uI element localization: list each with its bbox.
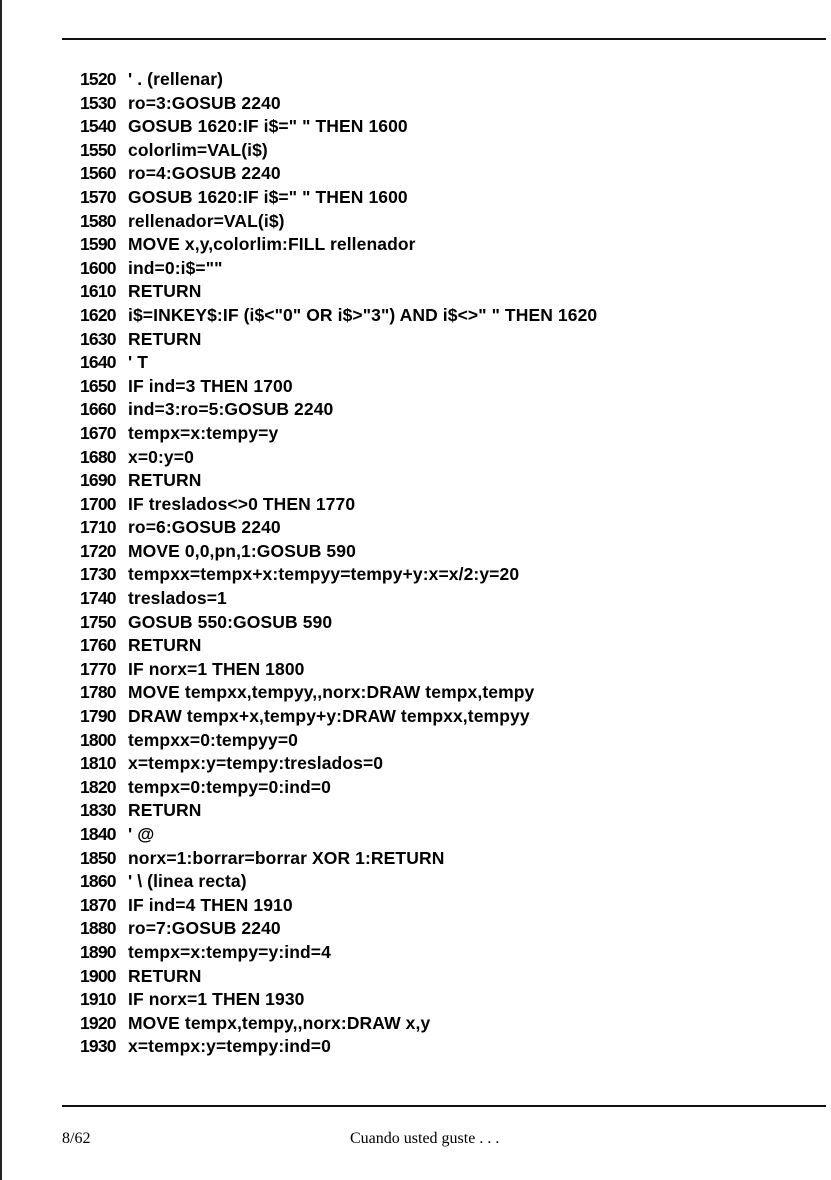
code-line xyxy=(80,493,597,517)
code-line xyxy=(80,681,597,705)
header-rule xyxy=(62,38,826,40)
line-number: 1710 xyxy=(80,517,116,538)
line-number: 1580 xyxy=(80,210,116,231)
line-code: x=0:y=0 xyxy=(128,446,194,467)
line-code: tempxx=tempx+x:tempyy=tempy+y:x=x/2:y=20 xyxy=(128,564,520,585)
code-line xyxy=(80,776,597,800)
line-code: IF treslados<>0 THEN 1770 xyxy=(128,493,356,514)
code-line xyxy=(80,847,597,871)
code-line xyxy=(80,1035,597,1059)
running-title: Cuando usted guste . . . xyxy=(350,1130,500,1147)
line-number: 1560 xyxy=(80,163,116,184)
line-code: tempx=x:tempy=y:ind=4 xyxy=(128,941,331,962)
line-number: 1700 xyxy=(80,493,116,514)
line-code: ro=7:GOSUB 2240 xyxy=(128,918,281,939)
code-line xyxy=(80,587,597,611)
page-edge xyxy=(0,0,2,1180)
code-line xyxy=(80,68,597,92)
code-line xyxy=(80,422,597,446)
code-line xyxy=(80,894,597,918)
line-number: 1890 xyxy=(80,941,116,962)
line-number: 1820 xyxy=(80,776,116,797)
line-code: ' \ (linea recta) xyxy=(128,871,247,892)
page-number: 8/62 xyxy=(62,1130,91,1147)
line-code: MOVE tempxx,tempyy,,norx:DRAW tempx,tempy xyxy=(128,682,535,703)
line-number: 1860 xyxy=(80,871,116,892)
code-line xyxy=(80,563,597,587)
line-code: ' T xyxy=(128,352,149,373)
line-number: 1930 xyxy=(80,1036,116,1057)
line-code: ind=3:ro=5:GOSUB 2240 xyxy=(128,399,334,420)
line-code: ro=6:GOSUB 2240 xyxy=(128,517,281,538)
code-line xyxy=(80,965,597,989)
line-number: 1790 xyxy=(80,706,116,727)
line-number: 1590 xyxy=(80,234,116,255)
line-code: tempxx=0:tempyy=0 xyxy=(128,729,298,750)
line-code: ro=4:GOSUB 2240 xyxy=(128,163,281,184)
line-number: 1680 xyxy=(80,446,116,467)
line-number: 1610 xyxy=(80,281,116,302)
code-line xyxy=(80,115,597,139)
line-number: 1660 xyxy=(80,399,116,420)
line-code: IF ind=4 THEN 1910 xyxy=(128,894,293,915)
line-number: 1780 xyxy=(80,682,116,703)
code-line xyxy=(80,328,597,352)
line-number: 1760 xyxy=(80,635,116,656)
line-code: DRAW tempx+x,tempy+y:DRAW tempxx,tempyy xyxy=(128,706,530,727)
code-line xyxy=(80,540,597,564)
code-line xyxy=(80,398,597,422)
line-code: RETURN xyxy=(128,635,202,656)
line-number: 1720 xyxy=(80,540,116,561)
code-line xyxy=(80,799,597,823)
line-number: 1800 xyxy=(80,729,116,750)
line-code: ' @ xyxy=(128,824,155,844)
line-code: ro=3:GOSUB 2240 xyxy=(128,92,281,113)
line-code: colorlim=VAL(i$) xyxy=(128,139,268,160)
code-line xyxy=(80,210,597,234)
code-line xyxy=(80,729,597,753)
line-code: IF norx=1 THEN 1930 xyxy=(128,989,305,1010)
code-listing xyxy=(80,68,597,1059)
line-code: ' . (rellenar) xyxy=(128,69,224,89)
line-number: 1570 xyxy=(80,186,116,207)
line-number: 1670 xyxy=(80,422,116,443)
line-code: RETURN xyxy=(128,470,202,491)
code-line xyxy=(80,988,597,1012)
line-code: IF ind=3 THEN 1700 xyxy=(128,375,293,396)
line-code: MOVE 0,0,pn,1:GOSUB 590 xyxy=(128,540,356,561)
line-number: 1530 xyxy=(80,92,116,113)
line-number: 1770 xyxy=(80,658,116,679)
code-line xyxy=(80,233,597,257)
code-line xyxy=(80,516,597,540)
line-code: norx=1:borrar=borrar XOR 1:RETURN xyxy=(128,847,445,868)
code-line xyxy=(80,186,597,210)
line-code: RETURN xyxy=(128,281,202,302)
code-line xyxy=(80,823,597,847)
code-line xyxy=(80,375,597,399)
footer-rule xyxy=(62,1105,826,1107)
line-number: 1920 xyxy=(80,1012,116,1033)
code-line xyxy=(80,611,597,635)
line-number: 1830 xyxy=(80,800,116,821)
line-number: 1640 xyxy=(80,352,116,373)
line-number: 1730 xyxy=(80,564,116,585)
code-line xyxy=(80,257,597,281)
line-number: 1520 xyxy=(80,69,116,89)
line-code: treslados=1 xyxy=(128,588,227,609)
line-number: 1750 xyxy=(80,611,116,632)
line-number: 1650 xyxy=(80,375,116,396)
line-number: 1620 xyxy=(80,304,116,325)
code-line xyxy=(80,304,597,328)
line-code: x=tempx:y=tempy:treslados=0 xyxy=(128,753,384,774)
line-code: tempx=0:tempy=0:ind=0 xyxy=(128,776,331,797)
code-line xyxy=(80,705,597,729)
line-code: MOVE tempx,tempy,,norx:DRAW x,y xyxy=(128,1012,431,1033)
line-number: 1810 xyxy=(80,753,116,774)
line-code: i$=INKEY$:IF (i$<"0" OR i$>"3") AND i$<>" " THEN 1620 xyxy=(128,304,598,325)
line-code: tempx=x:tempy=y xyxy=(128,422,279,443)
line-number: 1870 xyxy=(80,894,116,915)
line-number: 1910 xyxy=(80,989,116,1010)
code-line xyxy=(80,162,597,186)
code-line xyxy=(80,446,597,470)
code-line xyxy=(80,351,597,375)
code-line xyxy=(80,917,597,941)
line-number: 1850 xyxy=(80,847,116,868)
code-line xyxy=(80,870,597,894)
line-code: RETURN xyxy=(128,328,202,349)
line-code: x=tempx:y=tempy:ind=0 xyxy=(128,1036,331,1057)
line-number: 1550 xyxy=(80,139,116,160)
line-code: GOSUB 550:GOSUB 590 xyxy=(128,611,333,632)
line-code: RETURN xyxy=(128,965,202,986)
line-number: 1900 xyxy=(80,965,116,986)
code-line xyxy=(80,469,597,493)
code-line xyxy=(80,280,597,304)
code-line xyxy=(80,139,597,163)
line-code: MOVE x,y,colorlim:FILL rellenador xyxy=(128,234,416,255)
line-number: 1740 xyxy=(80,588,116,609)
line-code: GOSUB 1620:IF i$=" " THEN 1600 xyxy=(128,186,408,207)
line-number: 1880 xyxy=(80,918,116,939)
line-code: ind=0:i$="" xyxy=(128,257,223,278)
line-code: RETURN xyxy=(128,800,202,821)
line-code: IF norx=1 THEN 1800 xyxy=(128,658,305,679)
code-line xyxy=(80,634,597,658)
line-number: 1840 xyxy=(80,824,116,844)
line-number: 1630 xyxy=(80,328,116,349)
line-number: 1600 xyxy=(80,257,116,278)
code-line xyxy=(80,941,597,965)
line-number: 1690 xyxy=(80,470,116,491)
code-line xyxy=(80,658,597,682)
code-line xyxy=(80,1012,597,1036)
line-number: 1540 xyxy=(80,116,116,137)
code-line xyxy=(80,92,597,116)
line-code: rellenador=VAL(i$) xyxy=(128,210,285,231)
line-code: GOSUB 1620:IF i$=" " THEN 1600 xyxy=(128,116,408,137)
code-line xyxy=(80,752,597,776)
